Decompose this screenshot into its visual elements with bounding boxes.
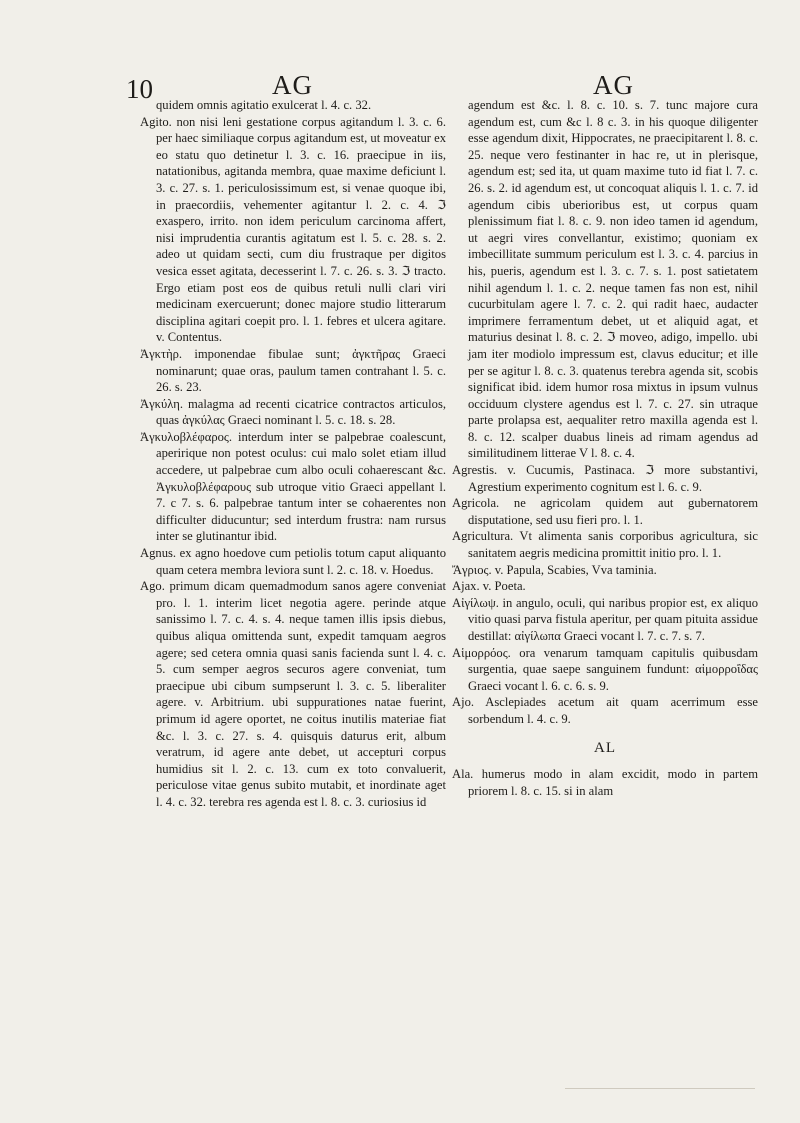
dictionary-entry: Ἀγκύλη. malagma ad recenti cicatrice contractos articulos, quas ἀγκύλας Graeci nominant l. 5. c. 18. s. 28.	[140, 396, 446, 428]
section-heading: AL	[594, 739, 616, 756]
right-column-title: AG	[593, 70, 634, 100]
dictionary-entry: Ala. humerus modo in alam excidit, modo in partem priorem l. 8. c. 15. si in alam	[452, 767, 758, 798]
dictionary-entry: Ἄγριος. v. Papula, Scabies, Vva taminia.	[452, 562, 657, 577]
dictionary-entry: Ajo. Asclepiades acetum ait quam acerrimum esse sorbendum l. 4. c. 9.	[452, 695, 758, 726]
bottom-rule	[565, 1088, 755, 1089]
dictionary-entry: Agricola. ne agricolam quidem aut gubernatorem disputatione, sed usu fieri pro. l. 1.	[452, 496, 758, 527]
entry-continuation: quidem omnis agitatio exulcerat l. 4. c. 32.	[156, 98, 372, 112]
dictionary-entry: Ago. primum dicam quemadmodum sanos agere conveniat pro. l. 1. interim licet negotia agere. perinde atque sanissimo l. 7. c. 4. s. 4. neque tamen illis ipsis diebus, quibus aliqua omittenda sunt, expedit tamquam aegros agere; sed cetera omnia quasi sanis facienda sunt l. 4. c. 5. cum semper aegros securos agere conveniat, tum praecipue ubi cibum sumpserunt l. 3. c. 5. liberaliter agere. v. Arbitrium. ubi suppurationes natae fuerint, primum id agere oportet, ne coitus inutilis materiae fiat &c. l. 3. c. 27. s. 4. quisquis daturus erit, album veratrum, id agere ante debet, ut accepturi corpus humidius sit l. 2. c. 13. cum ex toto convaluerit, periculose vitae genus subito mutabit, et inordinate aget l. 4. c. 32. terebra res agenda est l. 8. c. 3. curiosius id	[140, 579, 446, 809]
dictionary-entry: Agricultura. Vt alimenta sanis corporibus agricultura, sic sanitatem aegris medicina promittit initio pro. l. 1.	[452, 529, 758, 561]
entry-continuation: agendum est &c. l. 8. c. 10. s. 7. tunc majore cura agendum est, cum &c l. 8 c. 3. in his quoque diligenter esse agendum dixit, Hippocrates, ne praecipitarent l. 8. c. 25. neque vero festinanter in hac re, ut in plerisque, agendum est; sed ita, ut quam maxime tuto id fiat l. 7. c. 26. s. 2. id agendum est, ut concoquat aliquis l. 1. c. 7. id agendum cibis uberioribus est, ut corpus quam plenissimum fiat l. 8. c. 9. non ideo tamen id agendum, ut aegri vires convellantur, existimo; quoniam ex imbecillitate summum periculum est l. 3. c. 4. parcius in his, pueris, agendum est l. 3. c. 7. s. 1. post satietatem nihil agendum l. 1. c. 2. neque tamen fas non est, nihil cucurbitulam agere l. 7. c. 2. qui radit haec, audacter imprimere ferramentum debet, ut et aliquid agat, et maturius desinat l. 8. c. 2. ℑ moveo, adigo, impello. ubi jam iter modiolo impressum est, clavus educitur; et ille per se agitur l. 8. c. 3. quatenus terebra agenda sit, scobis significat ibid. idem humor rosa mixtus in ipsum vulnus occiduum clystere agendus est l. 7. c. 27. sin utraque parte prolapsa est, aequaliter retro maxilla agenda est l. 8. c. 12. scalper duabus lineis ad rimam agendus ad similitudinem litterae V l. 8. c. 4.	[468, 98, 758, 461]
right-column	[452, 97, 758, 799]
dictionary-entry: Αἰγίλωψ. in angulo, oculi, qui naribus propior est, ex aliquo vitio quasi parva fistula aperitur, per quam pituita assidue destillat: αἰγίλωπα Graeci vocant l. 7. c. 7. s. 7.	[452, 595, 758, 643]
dictionary-entry: Agnus. ex agno hoedove cum petiolis totum caput aliquanto quam cetera membra leviora sunt l. 2. c. 18. v. Hoedus.	[140, 546, 446, 577]
page-number: 10	[126, 74, 153, 104]
left-column-title: AG	[272, 70, 313, 100]
dictionary-entry: Ἀγκυλοβλέφαρος. interdum inter se palpebrae coalescunt, aperirique non potest oculus: cui malo solet etiam illud accedere, ut palpebrae cum albo oculi cohaerescant &c. Ἀγκυλοβλέφαρους sub utroque vitio Graeci appellant l. 7. c 7. s. 6. palpebrae tantum inter se cohaerentes non difficulter diducuntur; sed interdum frustra: nam rursus inter se glutinantur ibid.	[140, 429, 446, 544]
dictionary-entry: Ἀγκτὴρ. imponendae fibulae sunt; ἀγκτῆρας Graeci nominarunt; quae oras, paulum tamen contrahant l. 5. c. 26. s. 23.	[140, 346, 446, 395]
dictionary-entry: Agrestis. v. Cucumis, Pastinaca. ℑ more substantivi, Agrestium experimento cognitum est l. 6. c. 9.	[452, 463, 758, 494]
left-column	[140, 97, 446, 811]
dictionary-entry: Agito. non nisi leni gestatione corpus agitandum l. 3. c. 6. per haec similiaque corpus agitandum est, ut moveatur ex eo statu quo detinetur l. 3. c. 16. praecipue in iis, natationibus, agitanda membra, quae maxime deficiunt l. 3. c. 27. s. 1. periculosissimum est, si venae quoque ibi, in praecordiis, vehementer agitantur l. 2. c. 4. ℑ exaspero, irrito. non idem periculum carcinoma affert, nisi imprudentia curantis agitatum est l. 5. c. 28. s. 2. adeo ut quidam secti, cum diu frustraque per digitos vesica esset agitata, decesserint l. 7. c. 26. s. 3. ℑ tracto. Ergo etiam post eos de quibus retuli nulli clari viri medicinam exercuerunt; donec majore studio litterarum disciplina agitari coepit pro. l. 1. febres et ulcera agitare. v. Contentus.	[140, 114, 446, 345]
dictionary-entry: Ajax. v. Poeta.	[452, 579, 526, 594]
dictionary-entry: Αἱμορρόος. ora venarum tamquam capitulis quibusdam surgentia, quae saepe sanguinem fundunt: αἱμορροΐδας Graeci vocant l. 6. c. 6. s. 9.	[452, 645, 758, 693]
